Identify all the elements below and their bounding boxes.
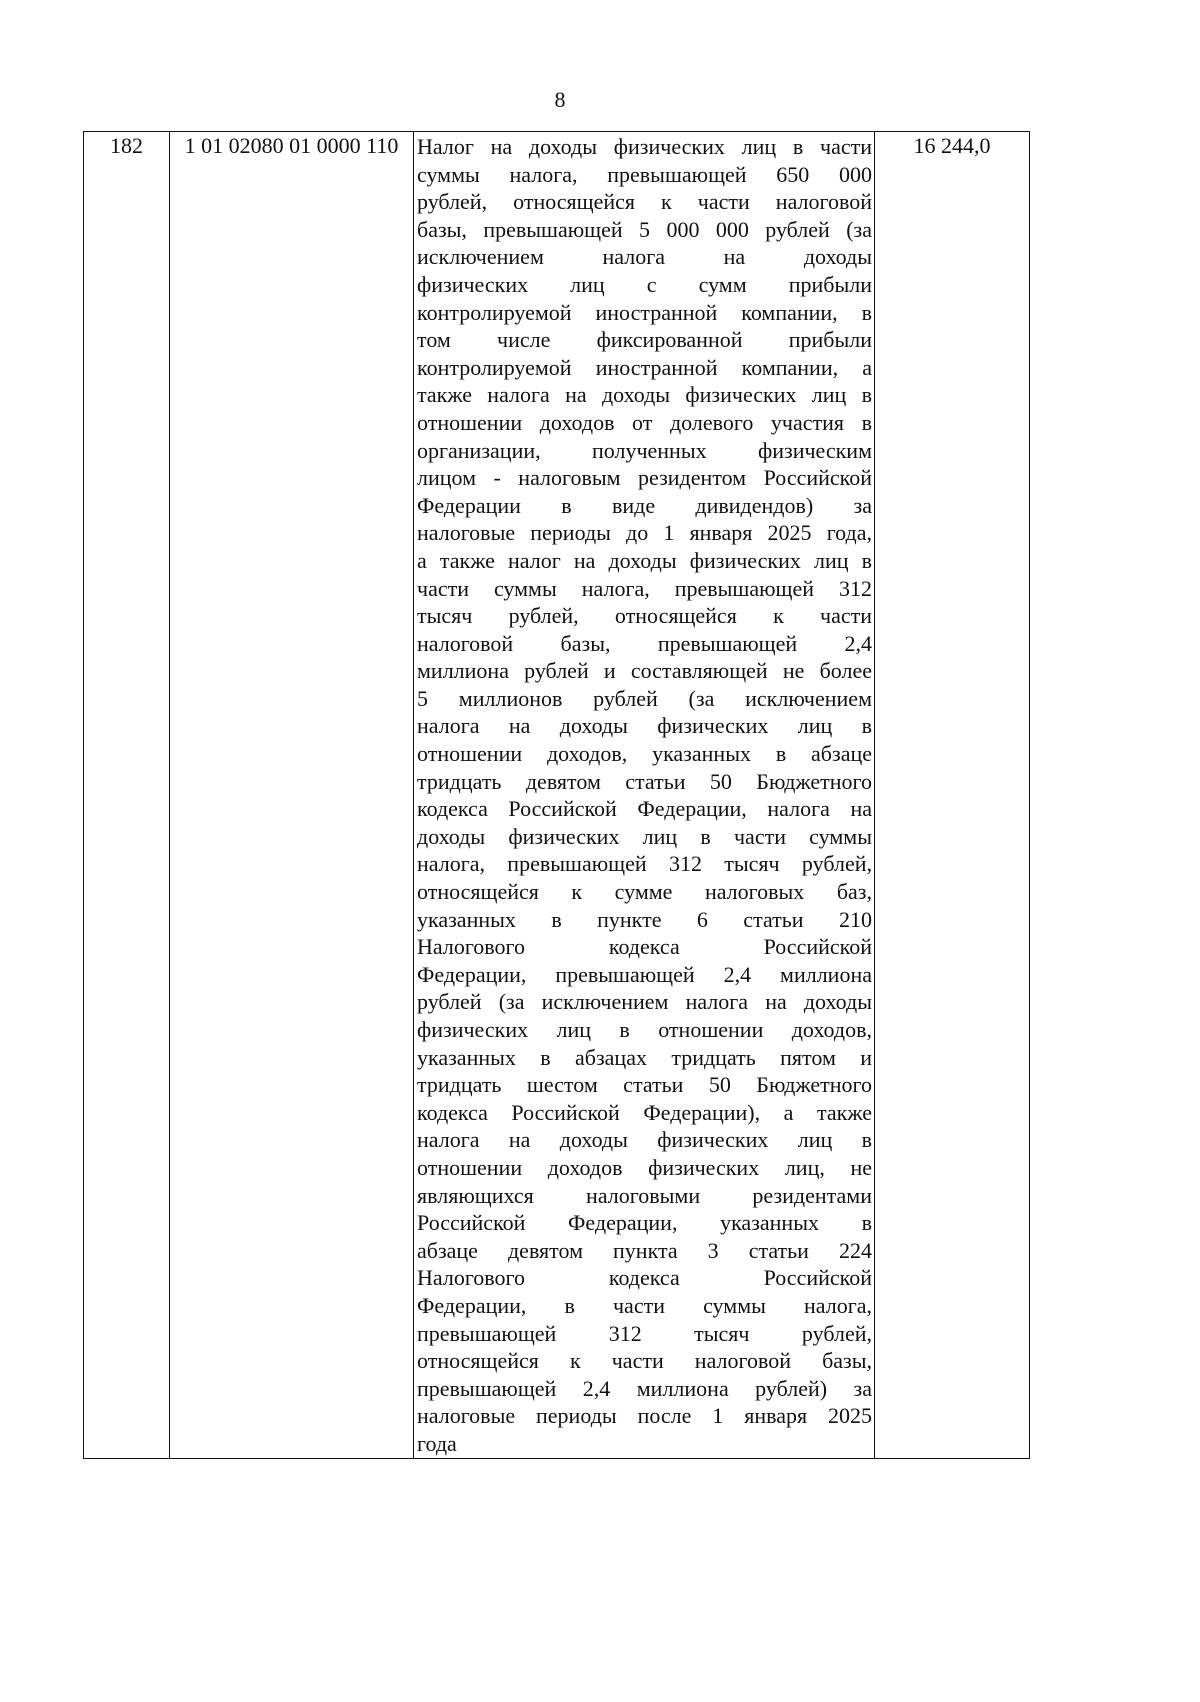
description-line: также налога на доходы физических лиц в <box>417 382 872 408</box>
description-line: Федерации в виде дивидендов) за <box>417 492 872 518</box>
description-line: миллиона рублей и составляющей не более <box>417 658 872 684</box>
description-line: налога на доходы физических лиц в <box>417 1127 872 1153</box>
description-line: тридцать девятом статьи 50 Бюджетного <box>417 768 872 794</box>
description-line: исключением налога на доходы <box>417 244 872 270</box>
description-line: кодекса Российской Федерации, налога на <box>417 796 872 822</box>
description-line: отношении доходов, указанных в абзаце <box>417 741 872 767</box>
description-line: налоговые периоды до 1 января 2025 года, <box>417 520 872 546</box>
admin-code-cell: 182 <box>84 132 170 1459</box>
description-line: превышающей 312 тысяч рублей, <box>417 1320 872 1346</box>
kbk-code-cell: 1 01 02080 01 0000 110 <box>170 132 414 1459</box>
description-line: налоговой базы, превышающей 2,4 <box>417 630 872 656</box>
description-line: превышающей 2,4 миллиона рублей) за <box>417 1375 872 1401</box>
description-line: суммы налога, превышающей 650 000 <box>417 161 872 187</box>
description-line: указанных в пункте 6 статьи 210 <box>417 906 872 932</box>
description-line: отношении доходов от долевого участия в <box>417 409 872 435</box>
description-line: являющихся налоговыми резидентами <box>417 1182 872 1208</box>
description-line: года <box>417 1430 457 1456</box>
description-line: тридцать шестом статьи 50 Бюджетного <box>417 1072 872 1098</box>
description-cell <box>414 132 875 1459</box>
description-line: физических лиц в отношении доходов, <box>417 1017 872 1042</box>
description-line: Налог на доходы физических лиц в части <box>417 134 872 159</box>
page-number: 8 <box>554 87 566 112</box>
description-line: базы, превышающей 5 000 000 рублей (за <box>417 216 872 242</box>
description-line: 5 миллионов рублей (за исключением <box>417 685 872 711</box>
description-line: Российской Федерации, указанных в <box>417 1210 872 1236</box>
description-line: кодекса Российской Федерации), а также <box>417 1099 872 1125</box>
description-line: контролируемой иностранной компании, а <box>417 354 872 380</box>
description-line: указанных в абзацах тридцать пятом и <box>417 1044 872 1070</box>
description-line: контролируемой иностранной компании, в <box>417 299 872 325</box>
description-line: рублей (за исключением налога на доходы <box>417 989 872 1015</box>
description-line: лицом - налоговым резидентом Российской <box>417 465 872 491</box>
description-line: Налогового кодекса Российской <box>417 1265 872 1291</box>
description-line: доходы физических лиц в части суммы <box>417 823 872 849</box>
description-line: абзаце девятом пункта 3 статьи 224 <box>417 1237 872 1263</box>
description-line: части суммы налога, превышающей 312 <box>417 575 872 601</box>
description-line: относящейся к части налоговой базы, <box>417 1348 872 1374</box>
description-line: а также налог на доходы физических лиц в <box>417 547 872 573</box>
description-line: тысяч рублей, относящейся к части <box>417 603 872 629</box>
description-line: налога на доходы физических лиц в <box>417 713 872 739</box>
description-line: отношении доходов физических лиц, не <box>417 1154 872 1180</box>
budget-table <box>83 131 1030 1459</box>
description-line: организации, полученных физическим <box>417 437 872 463</box>
amount-cell: 16 244,0 <box>875 132 1030 1459</box>
description-line: Налогового кодекса Российской <box>417 934 872 960</box>
description-line: налога, превышающей 312 тысяч рублей, <box>417 851 872 877</box>
table-row <box>84 132 1030 1459</box>
description-line: налоговые периоды после 1 января 2025 <box>417 1403 872 1429</box>
description-line: том числе фиксированной прибыли <box>417 327 872 353</box>
description-line: относящейся к сумме налоговых баз, <box>417 879 872 905</box>
description-line: Федерации, превышающей 2,4 миллиона <box>417 961 872 987</box>
description-line: рублей, относящейся к части налоговой <box>417 189 872 215</box>
description-line: физических лиц с сумм прибыли <box>417 271 872 297</box>
description-line: Федерации, в части суммы налога, <box>417 1292 872 1318</box>
